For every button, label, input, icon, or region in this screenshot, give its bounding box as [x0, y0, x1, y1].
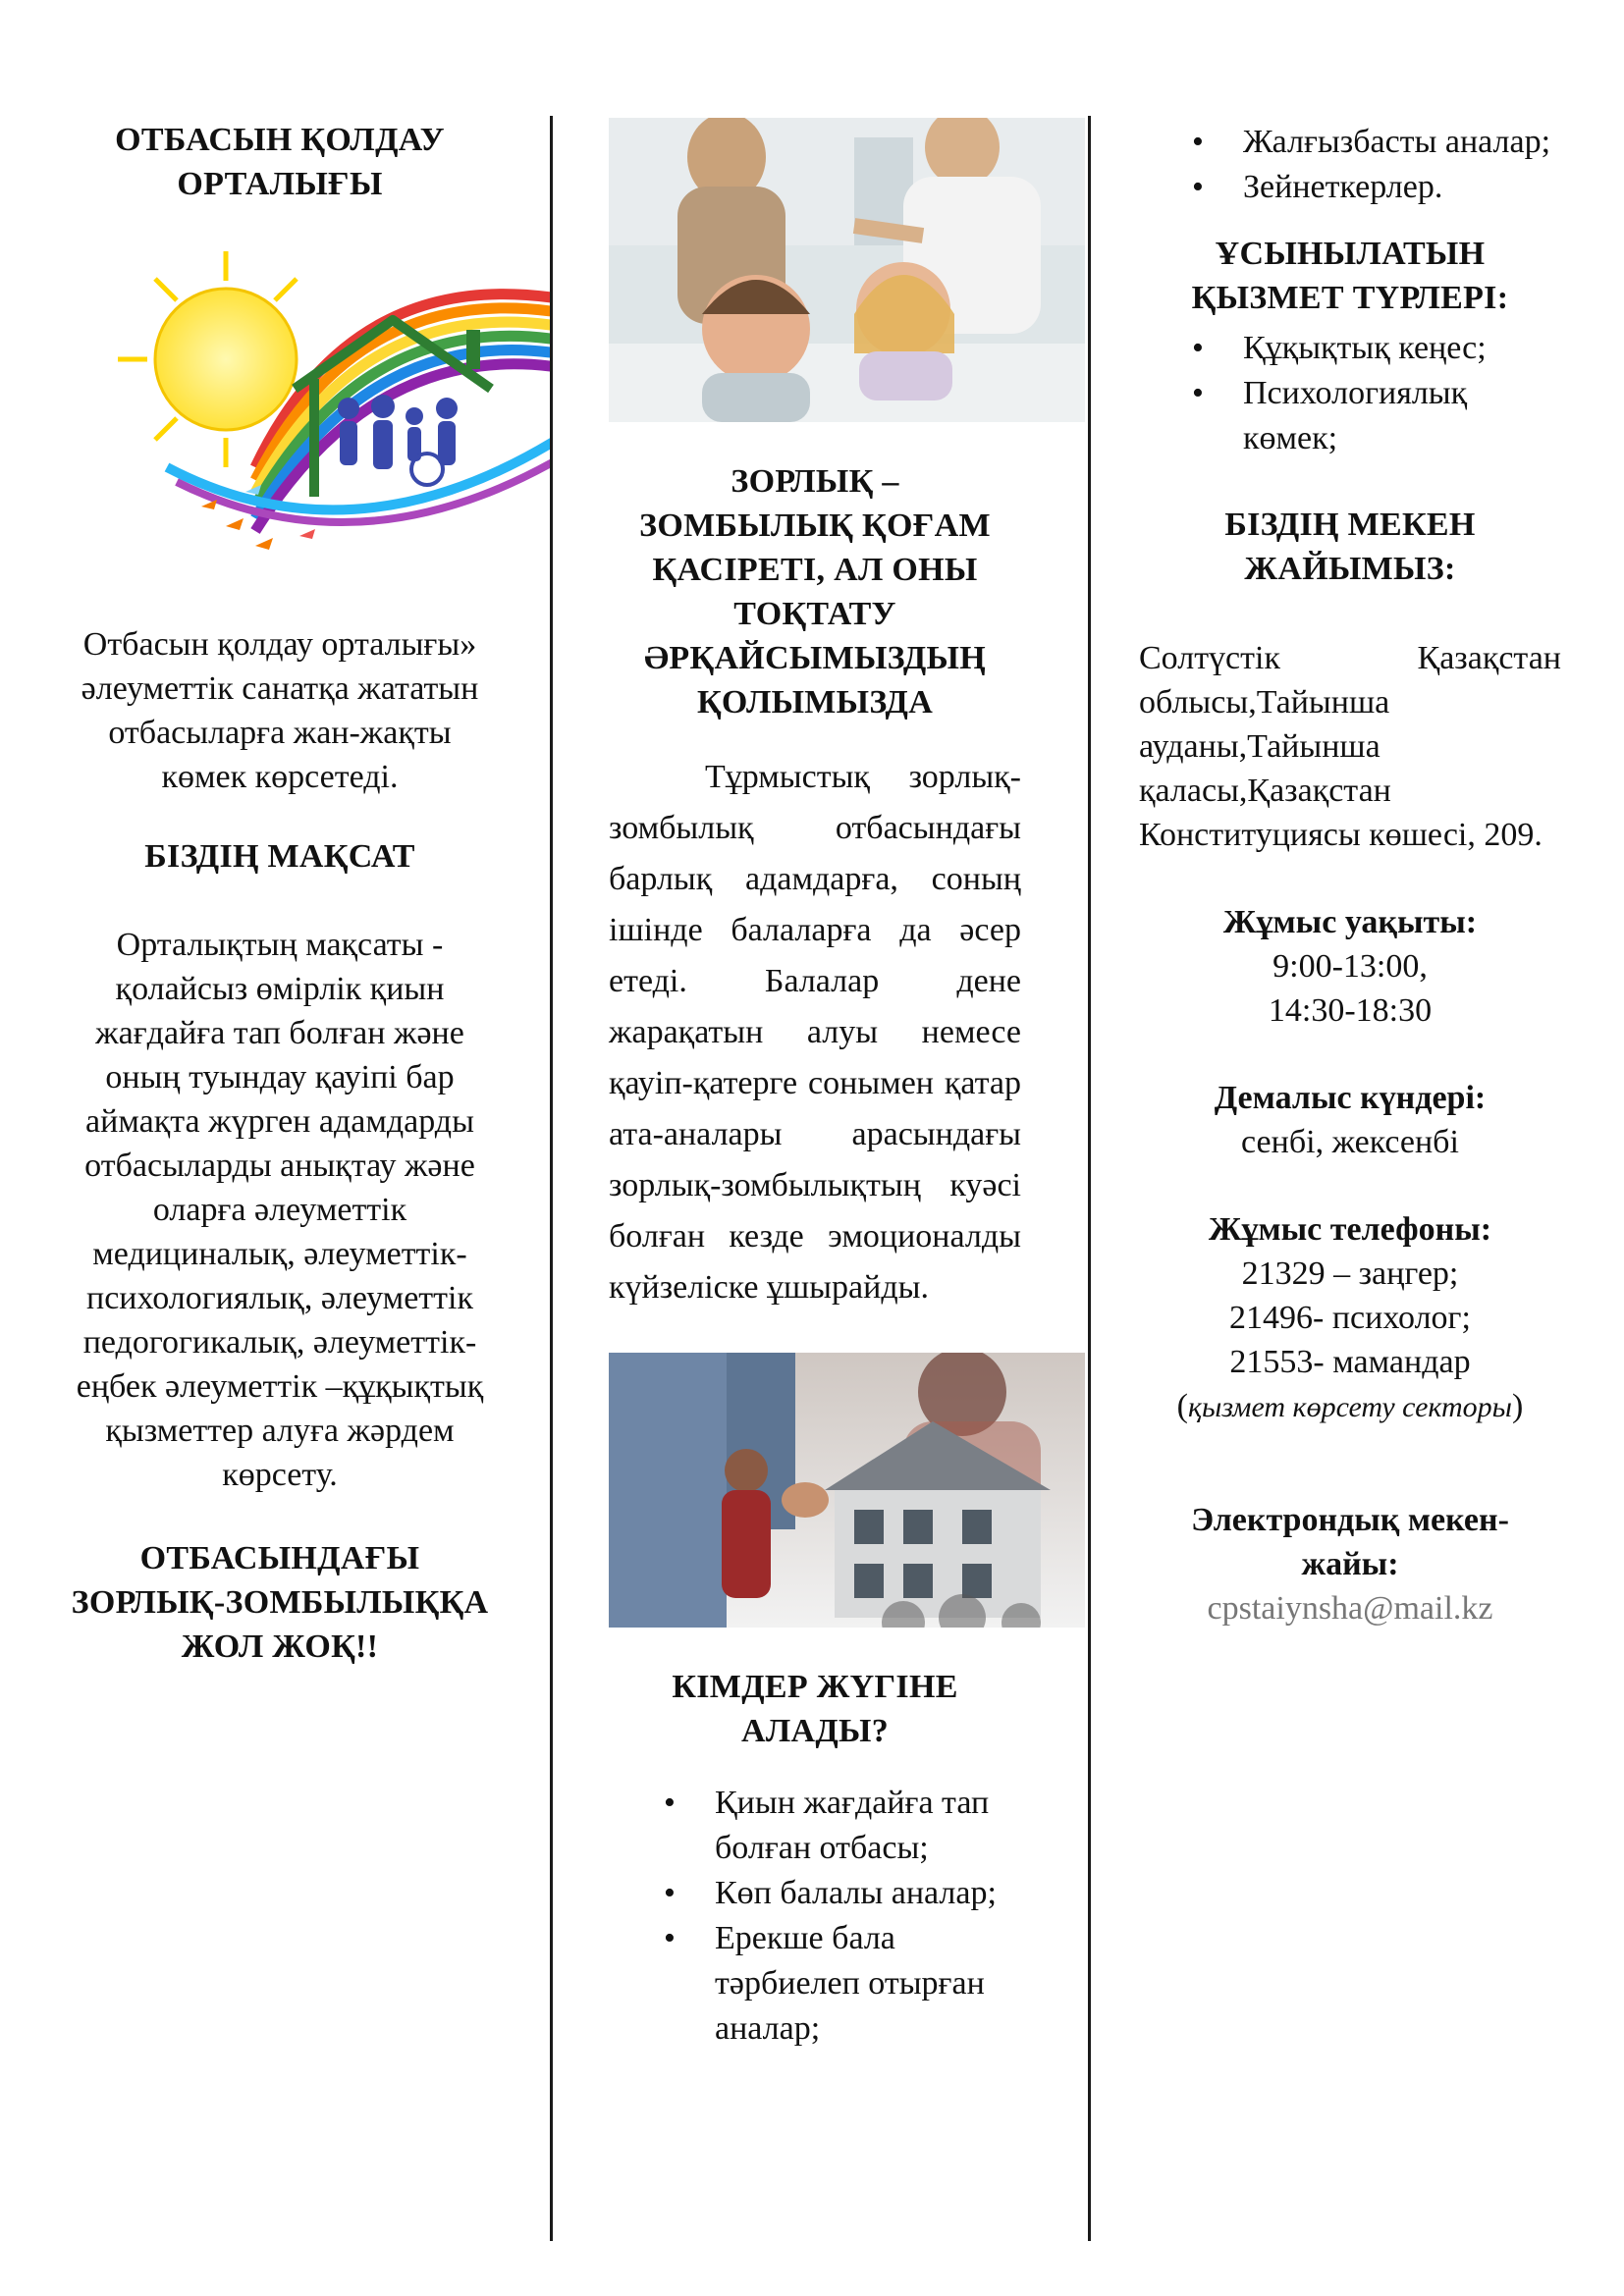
phone-note-open: (: [1176, 1388, 1188, 1424]
list-item: • Ерекше бала тәрбиелеп отырған аналар;: [660, 1916, 1021, 2052]
column-divider-left: [550, 116, 553, 2241]
violence-paragraph: [609, 752, 1021, 1313]
who-list: [609, 1781, 1021, 2052]
days-off-value: сенбі, жексенбі: [1241, 1124, 1459, 1160]
list-item: • Құқықтық кеңес;: [1188, 326, 1561, 371]
center-title: ОТБАСЫН ҚОЛДАУ ОРТАЛЫҒЫ: [115, 122, 445, 202]
list-item: • Психологиялық көмек;: [1188, 371, 1561, 461]
hours-morning: 9:00-13:00,: [1272, 948, 1428, 985]
who-heading: КІМДЕР ЖҮГІНЕ АЛАДЫ?: [672, 1669, 958, 1749]
phone-note-text: қызмет көрсету секторы: [1188, 1391, 1512, 1423]
days-off-label: Демалыс күндері:: [1214, 1080, 1487, 1116]
list-item: • Зейнеткерлер.: [1188, 165, 1561, 210]
children-conflict-photo: [609, 118, 1085, 422]
phone-note: [1139, 1384, 1561, 1429]
address-text: Солтүстік Қазақстан облысы,Тайынша ауданы,Тайынша қаласы,Қазақстан Конституциясы көшесі, 209.: [1139, 640, 1561, 853]
phone-specialists: 21553- мамандар: [1229, 1344, 1471, 1380]
email-link[interactable]: cpstaiynsha@mail.kz: [1207, 1590, 1493, 1627]
hours-label: Жұмыс уақыты:: [1222, 904, 1478, 940]
services-heading: ҰСЫНЫЛАТЫН ҚЫЗМЕТ ТҮРЛЕРІ:: [1191, 236, 1509, 316]
list-item: • Жалғызбасты аналар;: [1188, 120, 1561, 165]
address-heading: БІЗДІҢ МЕКЕН ЖАЙЫМЫЗ:: [1224, 507, 1476, 587]
goal-heading: БІЗДІҢ МАҚСАТ: [144, 838, 415, 875]
violence-paragraph-text: Тұрмыстық зорлық-зомбылық отбасындағы барлық адамдарға, соның ішінде балаларға да әсер етеді. Балалар дене жарақатын алуы немесе қауіп-қатерге сонымен қатар ата-аналары арасындағы зорлық-зомбылықтың куәсі болған кезде эмоционалды күйзеліске ұшырайды.: [609, 759, 1021, 1306]
column-divider-right: [1088, 116, 1091, 2241]
phone-label: Жұмыс телефоны:: [1208, 1211, 1492, 1248]
hours-afternoon: 14:30-18:30: [1268, 992, 1433, 1029]
column-right: [1139, 108, 1561, 1631]
who-list-continued: [1139, 120, 1561, 210]
goal-text: Орталықтың мақсаты - қолайсыз өмірлік қиын жағдайға тап болған және оның туындау қауіпі бар аймақта жүрген адамдарды отбасыларды анықтау және оларға әлеуметтік медициналық, әлеуметтік-психологиялық, әлеуметтік педогогикалық, әлеуметтік-еңбек әлеуметтік –құқықтық қызметтер алуға жәрдем көрсету.: [76, 927, 484, 1493]
main-heading: ЗОРЛЫҚ – ЗОМБЫЛЫҚ ҚОҒАМ ҚАСІРЕТІ, АЛ ОНЫ ТОҚТАТУ ӘРҚАЙСЫМЫЗДЫҢ ҚОЛЫМЫЗДА: [639, 463, 991, 721]
column-left: [69, 108, 491, 1669]
phone-psychologist: 21496- психолог;: [1229, 1300, 1471, 1336]
phone-lawyer: 21329 – заңгер;: [1241, 1255, 1459, 1292]
services-list: [1139, 326, 1561, 461]
list-item: • Көп балалы аналар;: [660, 1871, 1021, 1916]
slogan: ОТБАСЫНДАҒЫ ЗОРЛЫҚ-ЗОМБЫЛЫҚҚА ЖОЛ ЖОҚ!!: [71, 1540, 489, 1665]
intro-text: Отбасын қолдау орталығы» әлеуметтік санатқа жататын отбасыларға жан-жақты көмек көрсетеді.: [81, 626, 479, 795]
list-item: • Қиын жағдайға тап болған отбасы;: [660, 1781, 1021, 1871]
email-label: Электрондық мекен-жайы:: [1191, 1502, 1509, 1582]
family-center-logo: [108, 241, 550, 565]
column-middle: [609, 108, 1021, 2052]
house-family-photo: [609, 1353, 1085, 1628]
phone-note-close: ): [1512, 1388, 1524, 1424]
